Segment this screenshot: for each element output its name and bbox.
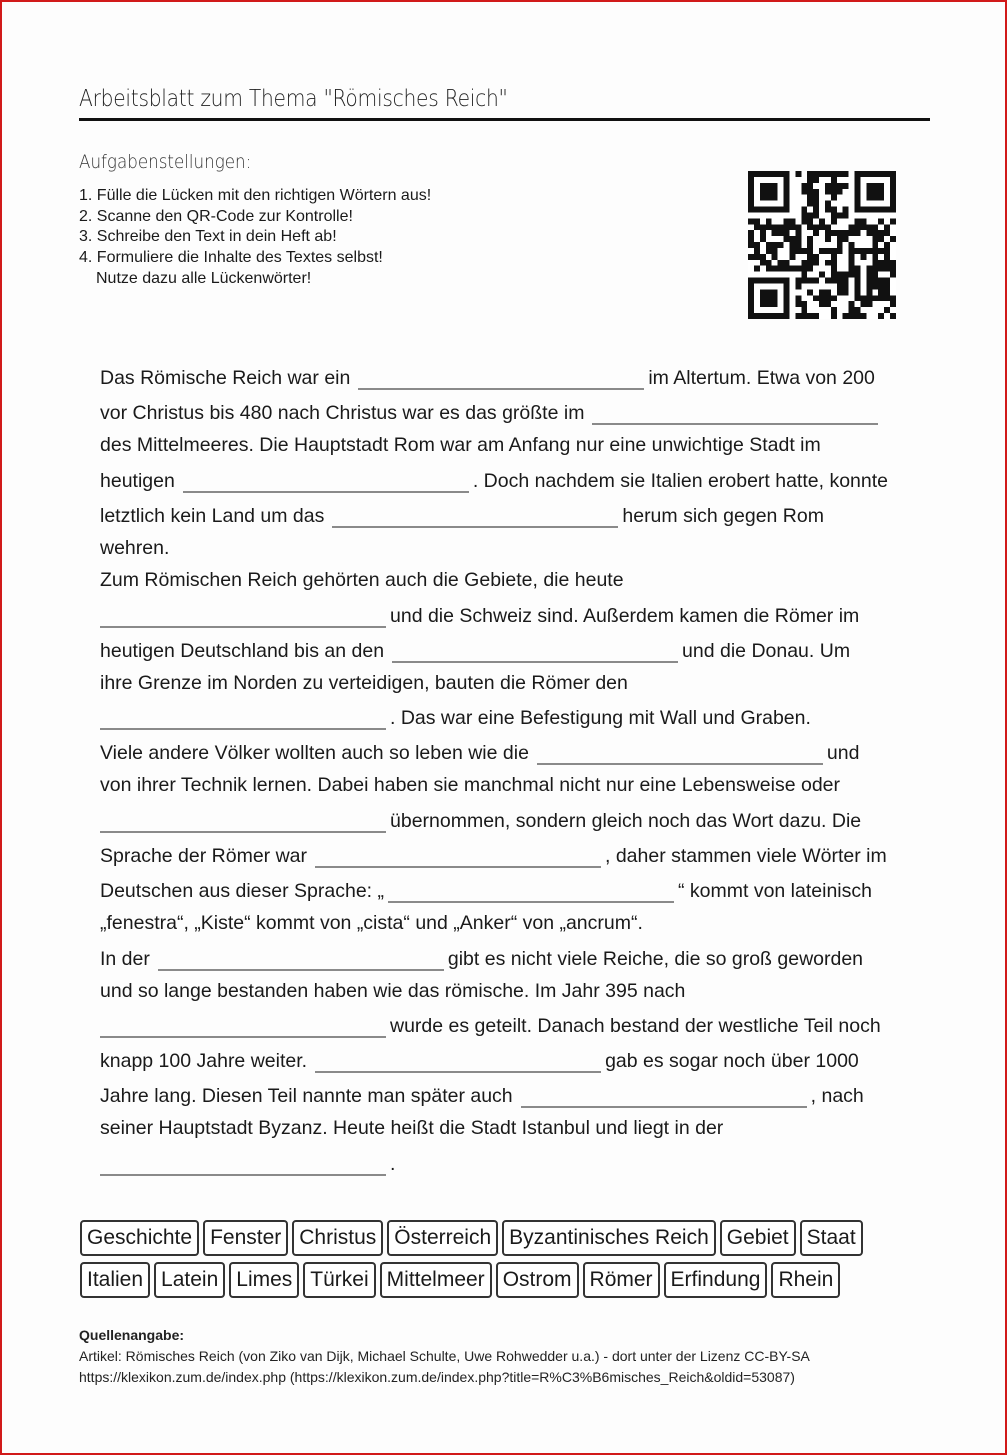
cloze-text-segment: . Das war eine Befestigung mit Wall und Graben.: [390, 707, 811, 729]
blank-field[interactable]: [388, 877, 674, 903]
cloze-text-segment: In der: [100, 948, 150, 970]
cloze-text-segment: und die Donau. Um: [682, 640, 851, 662]
source-article: Artikel: Römisches Reich (von Ziko van Dijk, Michael Schulte, Uwe Rohwedder u.a.) - dort unter der Lizenz CC-BY-SA: [79, 1348, 810, 1364]
cloze-text-segment: heutigen: [100, 470, 175, 492]
cloze-text-segment: , nach: [810, 1085, 864, 1107]
word-chip[interactable]: Fenster: [203, 1220, 288, 1256]
source-heading: Quellenangabe:: [79, 1327, 185, 1343]
task-list: [79, 186, 431, 290]
cloze-text-segment: und: [826, 742, 860, 764]
cloze-text-segment: „fenestra“, „Kiste“ kommt von „cista“ und „Anker“ von „ancrum“.: [100, 912, 643, 934]
cloze-text-segment: , daher stammen viele Wörter im: [605, 845, 887, 867]
cloze-line: [100, 1012, 881, 1038]
title-divider: [79, 118, 930, 121]
cloze-line: [100, 672, 628, 695]
blank-field[interactable]: [100, 704, 386, 730]
blank-field[interactable]: [158, 945, 444, 971]
cloze-line: [100, 807, 861, 833]
blank-field[interactable]: [332, 502, 618, 528]
cloze-line: [100, 602, 859, 628]
cloze-line: [100, 399, 882, 425]
tasks-heading: Aufgabenstellungen:: [79, 151, 252, 173]
cloze-text-segment: des Mittelmeeres. Die Hauptstadt Rom war am Anfang nur eine unwichtige Stadt im: [100, 434, 821, 456]
blank-field[interactable]: [183, 467, 469, 493]
cloze-line: [100, 537, 169, 560]
cloze-line: [100, 467, 888, 493]
cloze-text-segment: vor Christus bis 480 nach Christus war es das größte im: [100, 402, 585, 424]
word-chip[interactable]: Erfindung: [664, 1262, 768, 1298]
blank-field[interactable]: [315, 1047, 601, 1073]
qr-code-icon[interactable]: [748, 169, 896, 321]
cloze-text-segment: im Altertum. Etwa von 200: [648, 367, 875, 389]
cloze-line: [100, 502, 824, 528]
blank-field[interactable]: [592, 399, 878, 425]
cloze-line: [100, 877, 872, 903]
cloze-text-segment: gab es sogar noch über 1000: [605, 1050, 859, 1072]
cloze-text-segment: . Doch nachdem sie Italien erobert hatte, konnte: [472, 470, 888, 492]
word-chip[interactable]: Staat: [800, 1220, 863, 1256]
word-chip[interactable]: Italien: [80, 1262, 150, 1298]
source-url[interactable]: https://klexikon.zum.de/index.php (https://klexikon.zum.de/index.php?title=R%C3%B6misches_Reich&oldid=53087): [79, 1369, 795, 1385]
blank-field[interactable]: [537, 739, 823, 765]
cloze-text-segment: wurde es geteilt. Danach bestand der westliche Teil noch: [390, 1015, 881, 1037]
cloze-text-segment: wehren.: [100, 537, 170, 559]
blank-field[interactable]: [315, 842, 601, 868]
cloze-text-segment: Zum Römischen Reich gehörten auch die Gebiete, die heute: [100, 569, 624, 591]
cloze-text-segment: gibt es nicht viele Reiche, die so groß geworden: [447, 948, 864, 970]
cloze-text-segment: “ kommt von lateinisch: [678, 880, 872, 902]
task-item: 4. Formuliere die Inhalte des Textes selbst!: [79, 249, 383, 267]
cloze-text-segment: herum sich gegen Rom: [622, 505, 824, 527]
cloze-line: [100, 569, 624, 592]
word-chip[interactable]: Österreich: [387, 1220, 498, 1256]
cloze-text-segment: und so lange bestanden haben wie das römische. Im Jahr 395 nach: [100, 980, 686, 1002]
cloze-line: [100, 434, 821, 457]
source-block: [79, 1325, 810, 1388]
cloze-line: [100, 1082, 864, 1108]
word-chip[interactable]: Geschichte: [80, 1220, 199, 1256]
task-item: 1. Fülle die Lücken mit den richtigen Wörtern aus!: [79, 187, 432, 204]
page-title: Arbeitsblatt zum Thema "Römisches Reich": [79, 86, 508, 112]
cloze-text-segment: heutigen Deutschland bis an den: [100, 640, 385, 662]
blank-field[interactable]: [358, 364, 644, 390]
blank-field[interactable]: [100, 1150, 386, 1176]
word-bank-row: [80, 1262, 844, 1298]
task-item: 3. Schreibe den Text in dein Heft ab!: [79, 228, 337, 246]
cloze-text-segment: seiner Hauptstadt Byzanz. Heute heißt die Stadt Istanbul und liegt in der: [100, 1117, 724, 1139]
cloze-line: [100, 1150, 395, 1176]
cloze-line: [100, 704, 811, 730]
cloze-text-segment: .: [390, 1153, 396, 1175]
cloze-text-segment: Jahre lang. Diesen Teil nannte man später auch: [100, 1085, 513, 1107]
cloze-text-segment: letztlich kein Land um das: [100, 505, 325, 527]
cloze-line: [100, 980, 685, 1003]
cloze-text-segment: Sprache der Römer war: [100, 845, 307, 867]
blank-field[interactable]: [392, 637, 678, 663]
cloze-line: [100, 739, 859, 765]
blank-field[interactable]: [100, 807, 386, 833]
word-chip[interactable]: Römer: [583, 1262, 660, 1298]
cloze-text-segment: übernommen, sondern gleich noch das Wort dazu. Die: [390, 810, 862, 832]
task-item: Nutze dazu alle Lückenwörter!: [96, 269, 312, 287]
blank-field[interactable]: [521, 1082, 807, 1108]
blank-field[interactable]: [100, 1012, 386, 1038]
word-chip[interactable]: Mittelmeer: [380, 1262, 492, 1298]
word-chip[interactable]: Türkei: [303, 1262, 375, 1298]
word-chip[interactable]: Rhein: [771, 1262, 840, 1298]
cloze-text-segment: Deutschen aus dieser Sprache: „: [100, 880, 384, 902]
task-item: 2. Scanne den QR-Code zur Kontrolle!: [79, 207, 353, 225]
cloze-line: [100, 912, 643, 935]
cloze-line: [100, 945, 863, 971]
word-chip[interactable]: Gebiet: [720, 1220, 796, 1256]
cloze-line: [100, 364, 875, 390]
cloze-line: [100, 842, 887, 868]
word-chip[interactable]: Ostrom: [496, 1262, 579, 1298]
cloze-line: [100, 1117, 723, 1140]
word-chip[interactable]: Christus: [292, 1220, 383, 1256]
cloze-text-segment: von ihrer Technik lernen. Dabei haben sie manchmal nicht nur eine Lebensweise oder: [100, 774, 841, 796]
cloze-text-segment: knapp 100 Jahre weiter.: [100, 1050, 308, 1072]
word-chip[interactable]: Latein: [154, 1262, 225, 1298]
cloze-text-segment: ihre Grenze im Norden zu verteidigen, bauten die Römer den: [100, 672, 628, 694]
cloze-line: [100, 1047, 859, 1073]
blank-field[interactable]: [100, 602, 386, 628]
cloze-line: [100, 774, 840, 797]
word-chip[interactable]: Limes: [229, 1262, 299, 1298]
cloze-line: [100, 637, 850, 663]
word-bank-row: [80, 1220, 867, 1256]
cloze-text-segment: Viele andere Völker wollten auch so leben wie die: [100, 742, 529, 764]
cloze-text-segment: und die Schweiz sind. Außerdem kamen die Römer im: [390, 605, 860, 627]
cloze-text-segment: Das Römische Reich war ein: [100, 367, 351, 389]
word-chip[interactable]: Byzantinisches Reich: [502, 1220, 716, 1256]
